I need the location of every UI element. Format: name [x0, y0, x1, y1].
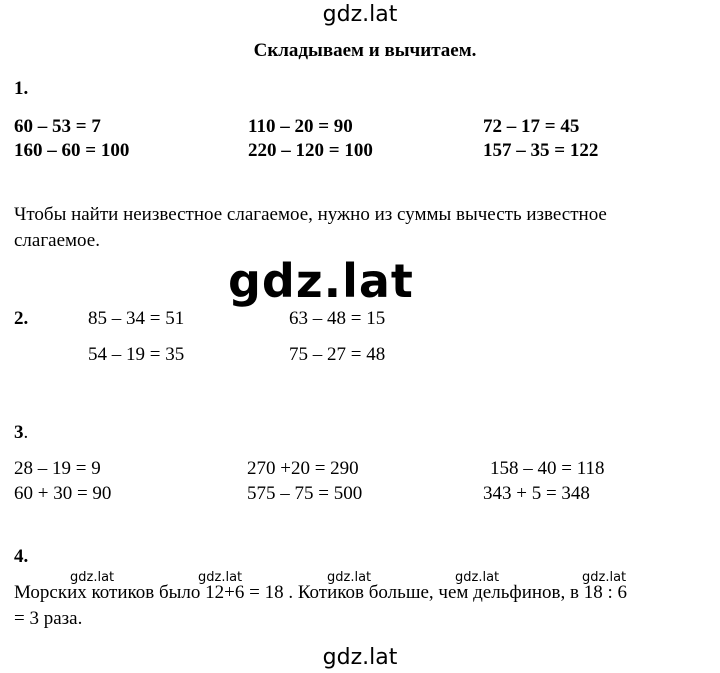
watermark-bottom: gdz.lat: [322, 645, 398, 670]
watermark-center: gdz.lat: [228, 254, 414, 308]
task-2-equation: 75 – 27 = 48: [289, 344, 386, 365]
rule-text-line-1: Чтобы найти неизвестное слагаемое, нужно из суммы вычесть известное: [14, 204, 607, 225]
task-2-equation: 85 – 34 = 51: [88, 308, 185, 329]
task-3-number: 3: [14, 422, 24, 443]
task-3-equation: 270 +20 = 290: [247, 458, 359, 479]
task-3-equation: 28 – 19 = 9: [14, 458, 101, 479]
rule-text-line-2: слагаемое.: [14, 230, 100, 251]
task-3-label: [14, 422, 28, 444]
task-3-equation: 158 – 40 = 118: [490, 458, 605, 479]
task-1-label: 1.: [14, 78, 29, 99]
watermark-top: gdz.lat: [322, 2, 398, 27]
watermark-inline: gdz.lat: [327, 570, 372, 585]
watermark-inline: gdz.lat: [198, 570, 243, 585]
task-1-equation: 160 – 60 = 100: [14, 140, 130, 161]
task-1-equation: 60 – 53 = 7: [14, 116, 101, 137]
task-2-equation: 63 – 48 = 15: [289, 308, 386, 329]
page-title: Складываем и вычитаем.: [253, 40, 477, 61]
task-1-equation: 72 – 17 = 45: [483, 116, 580, 137]
watermark-inline: gdz.lat: [455, 570, 500, 585]
task-3-dot: .: [23, 422, 29, 443]
task-3-equation: 575 – 75 = 500: [247, 483, 363, 504]
watermark-inline: gdz.lat: [582, 570, 627, 585]
task-2-label: 2.: [14, 308, 29, 329]
task-1-equation: 220 – 120 = 100: [248, 140, 373, 161]
task-2-equation: 54 – 19 = 35: [88, 344, 185, 365]
watermark-inline: gdz.lat: [70, 570, 115, 585]
task-4-text-line-2: = 3 раза.: [14, 608, 83, 629]
task-4-text-line-1: Морских котиков было 12+6 = 18 . Котиков больше, чем дельфинов, в 18 : 6: [14, 582, 628, 603]
task-3-equation: 60 + 30 = 90: [14, 483, 112, 504]
task-1-equation: 110 – 20 = 90: [248, 116, 353, 137]
task-1-equation: 157 – 35 = 122: [483, 140, 599, 161]
task-4-label: 4.: [14, 546, 29, 567]
task-3-equation: 343 + 5 = 348: [483, 483, 590, 504]
